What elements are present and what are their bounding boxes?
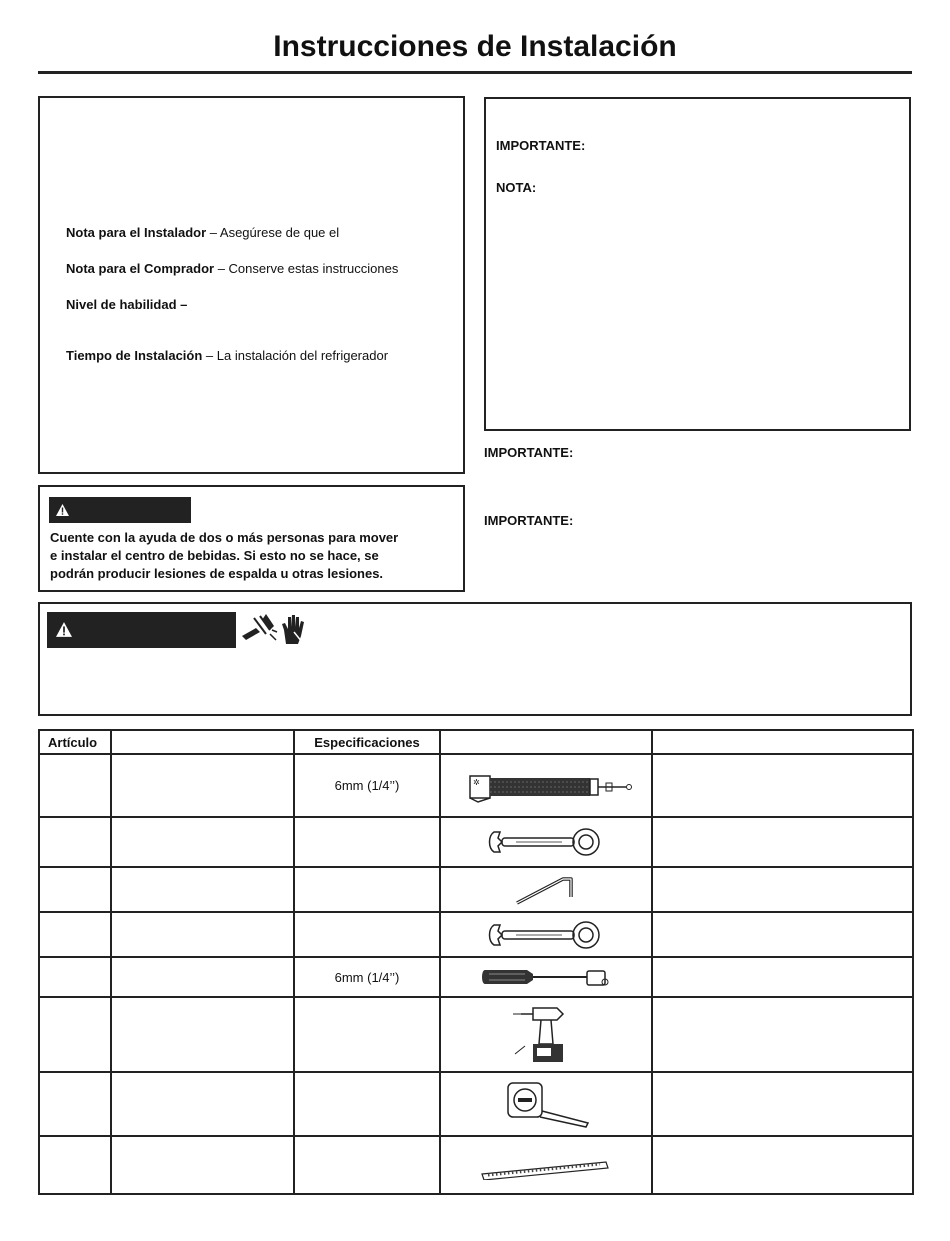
description-cell (111, 957, 294, 997)
article-cell (39, 754, 111, 817)
image-cell (440, 867, 652, 912)
table-row (39, 957, 913, 997)
tools-table (38, 729, 914, 1195)
lift-warning-line-2: e instalar el centro de bebidas. Si esto no se hace, se (50, 548, 379, 563)
wrench-icon (486, 917, 606, 953)
notes-cell (652, 957, 913, 997)
notes-cell (652, 1136, 913, 1194)
glove-hand-icon (280, 612, 306, 646)
description-cell (111, 1136, 294, 1194)
nut-driver-icon (481, 962, 611, 992)
lift-warning-line-3: podrán producir lesiones de espalda u otras lesiones. (50, 566, 384, 581)
image-cell (440, 1072, 652, 1136)
warning-triangle-icon (56, 504, 69, 516)
notes-cell (652, 997, 913, 1072)
image-cell (440, 754, 652, 817)
installer-note (66, 225, 339, 240)
buyer-note-label: Nota para el Comprador (66, 261, 215, 276)
spec-cell (294, 1072, 440, 1136)
notes-cell (652, 912, 913, 957)
image-cell (440, 957, 652, 997)
header-article: Artículo (39, 730, 111, 754)
notes-cell (652, 754, 913, 817)
installer-note-text: – Asegúrese de que el (206, 225, 340, 240)
table-row (39, 997, 913, 1072)
important-info-box (484, 97, 911, 431)
spec-cell: 6mm (1/4’’) (294, 754, 440, 817)
article-cell (39, 957, 111, 997)
warning-badge-2 (47, 612, 236, 648)
description-cell (111, 867, 294, 912)
header-image (440, 730, 652, 754)
table-row (39, 1072, 913, 1136)
svg-text:✲: ✲ (473, 777, 480, 787)
drill-icon (511, 1002, 581, 1068)
table-row (39, 754, 913, 817)
spec-cell (294, 817, 440, 867)
description-cell (111, 1072, 294, 1136)
spec-cell (294, 1136, 440, 1194)
page-title: Instrucciones de Instalación (273, 30, 677, 63)
description-cell (111, 754, 294, 817)
warning-triangle-icon (56, 622, 72, 637)
description-cell (111, 912, 294, 957)
wrench-icon (486, 824, 606, 860)
install-time (66, 348, 388, 363)
tape-measure-icon (496, 1077, 596, 1131)
important-note-1: IMPORTANTE: (484, 445, 574, 460)
table-row (39, 867, 913, 912)
title-rule (38, 71, 912, 74)
spec-cell (294, 997, 440, 1072)
table-header-row (39, 730, 913, 754)
installer-note-label: Nota para el Instalador (66, 225, 207, 240)
header-description (111, 730, 294, 754)
description-cell (111, 817, 294, 867)
spec-cell (294, 867, 440, 912)
table-row (39, 817, 913, 867)
article-cell (39, 912, 111, 957)
notes-cell (652, 817, 913, 867)
notes-cell (652, 1072, 913, 1136)
warning-badge (49, 497, 191, 523)
cut-hazard-icon (240, 612, 278, 646)
installer-info-box (38, 96, 465, 474)
lift-warning-line-1: Cuente con la ayuda de dos o más personas para mover (50, 530, 399, 545)
article-cell (39, 817, 111, 867)
header-notes (652, 730, 913, 754)
header-specifications: Especificaciones (294, 730, 440, 754)
important-label: IMPORTANTE: (496, 138, 586, 153)
water-line-icon (456, 768, 636, 804)
image-cell (440, 912, 652, 957)
install-time-text: – La instalación del refrigerador (202, 348, 389, 363)
spec-cell: 6mm (1/4’’) (294, 957, 440, 997)
buyer-note-text: – Conserve estas instrucciones (214, 261, 399, 276)
hex-key-icon (511, 873, 581, 907)
install-time-label: Tiempo de Instalación (66, 348, 203, 363)
spec-cell (294, 912, 440, 957)
article-cell (39, 997, 111, 1072)
article-cell (39, 1072, 111, 1136)
notes-cell (652, 867, 913, 912)
level-icon (476, 1150, 616, 1180)
article-cell (39, 1136, 111, 1194)
lift-warning-box (38, 485, 465, 592)
note-label: NOTA: (496, 180, 537, 195)
important-note-2: IMPORTANTE: (484, 513, 574, 528)
buyer-note (66, 261, 398, 276)
skill-level-label: Nivel de habilidad – (66, 297, 188, 312)
cut-warning-box (38, 602, 912, 716)
description-cell (111, 997, 294, 1072)
table-row (39, 1136, 913, 1194)
article-cell (39, 867, 111, 912)
image-cell (440, 817, 652, 867)
table-row (39, 912, 913, 957)
image-cell (440, 997, 652, 1072)
image-cell (440, 1136, 652, 1194)
